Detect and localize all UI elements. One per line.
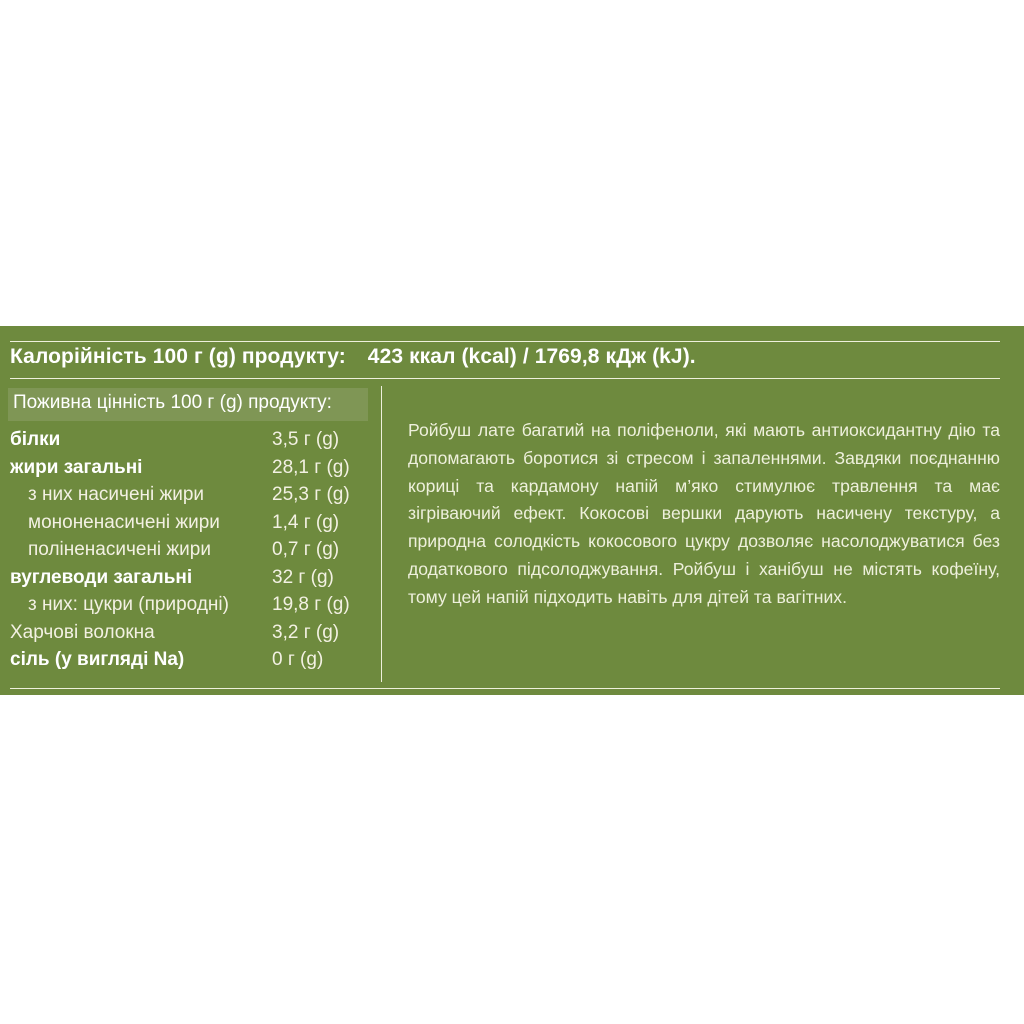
calorie-divider (10, 378, 1000, 379)
nutrition-table (10, 426, 370, 674)
row-label: жири загальні (10, 456, 143, 478)
row-label: вуглеводи загальні (10, 566, 193, 588)
row-label: поліненасичені жири (28, 539, 211, 560)
row-value: 19,8 г (g) (272, 594, 350, 615)
table-row (10, 591, 370, 619)
table-row (10, 454, 370, 482)
row-label: мононенасичені жири (28, 511, 220, 533)
row-value: 3,5 г (g) (272, 429, 340, 450)
nutrition-header: Поживна цінність 100 г (g) продукту: (8, 388, 368, 421)
table-row (10, 564, 370, 592)
top-divider (10, 341, 1000, 342)
row-label: сіль (у вигляді Na) (10, 649, 185, 670)
bottom-divider (10, 688, 1000, 689)
row-label: з них насичені жири (28, 484, 205, 505)
row-value: 0,7 г (g) (272, 539, 340, 560)
calorie-line (10, 345, 696, 369)
row-value: 0 г (g) (272, 649, 324, 670)
row-value: 32 г (g) (272, 566, 334, 588)
calorie-value: 423 ккал (kcal) / 1769,8 кДж (kJ). (367, 345, 696, 368)
row-label: з них: цукри (природні) (28, 594, 229, 615)
row-label: Харчові волокна (10, 621, 155, 643)
table-row (10, 426, 370, 454)
row-label: білки (10, 429, 61, 450)
product-description: Ройбуш лате багатий на поліфеноли, які мають антиоксидантну дію та допомагають боротися зі стресом і запаленнями. Завдяки поєднанню кориці та кардамону напій м’яко стимулює травлення та має зігріваючий ефект. Кокосові вершки дарують насичену текстуру, а природна солодкість кокосового цукру дозволяє насолоджуватися без додаткового підсолоджування. Ройбуш і ханібуш не містять кофеїну, тому цей напій підходить навіть для дітей та вагітних. (408, 420, 1000, 607)
table-row (10, 481, 370, 509)
table-row (10, 619, 370, 647)
row-value: 3,2 г (g) (272, 621, 340, 643)
table-row (10, 509, 370, 537)
row-value: 28,1 г (g) (272, 456, 350, 478)
column-divider (381, 386, 382, 682)
row-value: 1,4 г (g) (272, 511, 340, 533)
nutrition-panel (0, 326, 1024, 695)
table-row (10, 536, 370, 564)
table-row (10, 646, 370, 674)
calorie-label: Калорійність 100 г (g) продукту: (10, 345, 346, 368)
row-value: 25,3 г (g) (272, 484, 350, 505)
